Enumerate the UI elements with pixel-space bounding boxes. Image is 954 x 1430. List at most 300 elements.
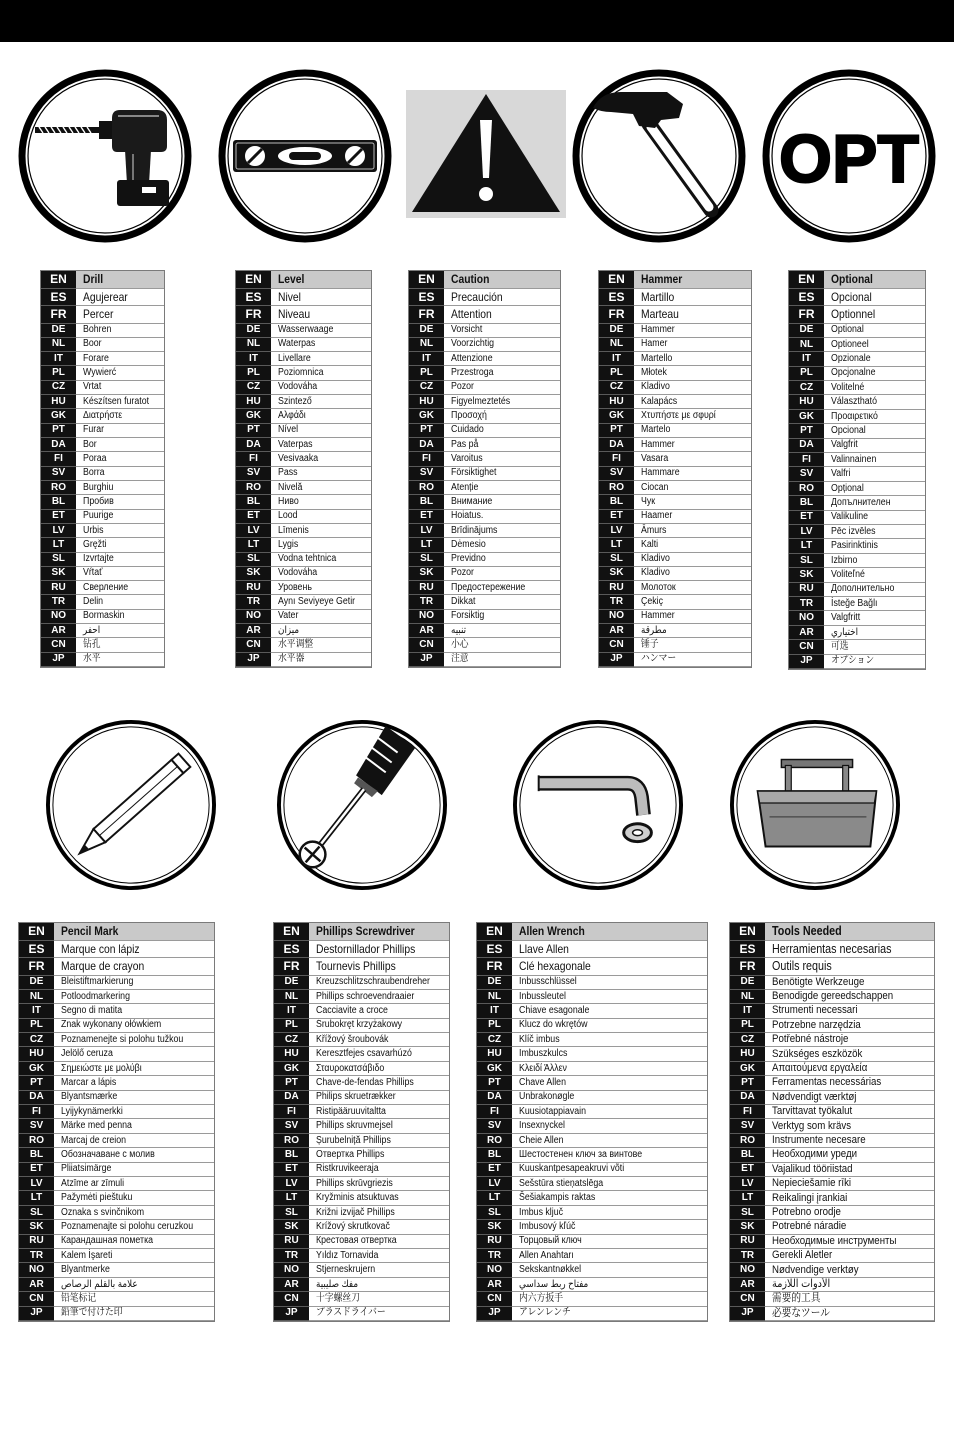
translation-cell xyxy=(824,554,925,568)
translation-text: Kladivo xyxy=(641,567,670,579)
translation-text: Vesivaaka xyxy=(278,452,319,464)
language-code-cell: RO xyxy=(236,481,271,495)
translation-cell xyxy=(54,958,214,976)
translation-text: Brīdinājums xyxy=(451,524,498,536)
translation-cell xyxy=(76,595,164,609)
translation-cell xyxy=(271,338,371,352)
translation-text: Дополнительно xyxy=(831,583,895,595)
translation-cell xyxy=(634,624,751,638)
language-code-cell: TR xyxy=(19,1249,54,1263)
language-code-cell: ES xyxy=(409,289,444,307)
language-code-cell: SV xyxy=(19,1119,54,1133)
translation-cell xyxy=(634,338,751,352)
translation-cell xyxy=(309,1206,449,1220)
translation-text: 小心 xyxy=(451,639,469,651)
language-code-cell: NO xyxy=(19,1263,54,1277)
translation-cell xyxy=(54,976,214,990)
language-code-cell: JP xyxy=(19,1307,54,1321)
translation-text: Precaución xyxy=(451,289,503,304)
language-code-cell: SL xyxy=(599,553,634,567)
language-code-cell: PT xyxy=(477,1076,512,1090)
language-code-cell: ES xyxy=(236,289,271,307)
translation-text: مطرقة xyxy=(641,624,667,636)
language-code-cell: ES xyxy=(599,289,634,307)
translation-cell xyxy=(271,306,371,324)
translation-cell xyxy=(54,1119,214,1133)
translation-cell xyxy=(512,1091,707,1105)
translation-cell xyxy=(765,1076,934,1090)
translation-cell xyxy=(444,567,560,581)
language-code-cell: PL xyxy=(19,1019,54,1033)
language-code-cell: LV xyxy=(730,1177,765,1191)
language-code-cell: ES xyxy=(789,289,824,307)
translation-text: Dikkat xyxy=(451,596,476,608)
translation-cell xyxy=(824,568,925,582)
language-code-cell: BL xyxy=(41,495,76,509)
translation-text: Phillips skrūvgriezis xyxy=(316,1177,393,1189)
translation-text: Tarvittavat työkalut xyxy=(772,1105,853,1118)
translation-text: ميزان xyxy=(278,624,300,636)
translation-cell xyxy=(512,1292,707,1306)
translation-cell xyxy=(444,409,560,423)
language-code-cell: TR xyxy=(477,1249,512,1263)
language-code-cell: SK xyxy=(236,567,271,581)
language-code-cell: PL xyxy=(599,366,634,380)
term-header-text: Pencil Mark xyxy=(61,924,119,939)
language-code-cell: PT xyxy=(599,424,634,438)
translation-cell xyxy=(824,583,925,597)
translation-text: Nepieciešamie rīki xyxy=(772,1177,852,1190)
language-code-cell: AR xyxy=(409,624,444,638)
language-code-cell: PT xyxy=(19,1076,54,1090)
translation-cell xyxy=(271,352,371,366)
translation-cell xyxy=(444,624,560,638)
language-code-cell: NL xyxy=(789,338,824,352)
translation-text: Śrubokręt krzyżakowy xyxy=(316,1019,403,1031)
language-code-cell: SV xyxy=(409,467,444,481)
translation-text: Молоток xyxy=(641,581,676,593)
language-code-cell: GK xyxy=(19,1062,54,1076)
language-code-cell: RO xyxy=(789,482,824,496)
language-code-cell: SK xyxy=(789,568,824,582)
translation-text: Niveau xyxy=(278,307,311,322)
translation-text: Znak wykonany ołówkiem xyxy=(61,1019,162,1031)
language-code-cell: GK xyxy=(41,409,76,423)
translation-cell xyxy=(634,538,751,552)
language-code-cell: SK xyxy=(730,1220,765,1234)
translation-cell xyxy=(76,438,164,452)
language-code-cell: EN xyxy=(730,923,765,941)
translation-cell xyxy=(765,1220,934,1234)
language-code-cell: NO xyxy=(274,1263,309,1277)
translation-text: Valinnainen xyxy=(831,453,877,465)
translation-cell xyxy=(765,1307,934,1321)
translation-cell xyxy=(444,324,560,338)
translation-text: オプション xyxy=(831,655,875,667)
language-code-cell: BL xyxy=(274,1148,309,1162)
language-code-cell: JP xyxy=(274,1307,309,1321)
term-header-cell xyxy=(824,271,925,289)
language-code-cell: PL xyxy=(730,1019,765,1033)
language-code-cell: NL xyxy=(477,990,512,1004)
translation-cell xyxy=(54,1307,214,1321)
language-code-cell: JP xyxy=(789,655,824,669)
language-code-cell: RO xyxy=(730,1134,765,1148)
translation-cell xyxy=(634,381,751,395)
language-code-cell: TR xyxy=(730,1249,765,1263)
language-code-cell: FR xyxy=(477,958,512,976)
translation-text: Kryžminis atsuktuvas xyxy=(316,1192,399,1204)
term-header-cell xyxy=(76,271,164,289)
optional-icon-label: OPT xyxy=(779,121,919,197)
translation-cell xyxy=(512,1105,707,1119)
translation-cell xyxy=(76,409,164,423)
translation-text: Jelölő ceruza xyxy=(61,1048,113,1060)
language-code-cell: AR xyxy=(730,1278,765,1292)
language-code-cell: EN xyxy=(409,271,444,289)
language-code-cell: LV xyxy=(477,1177,512,1191)
translation-text: Vorsicht xyxy=(451,324,483,336)
translation-cell xyxy=(309,1047,449,1061)
translation-text: Kuuskantpesapeakruvi võti xyxy=(519,1163,625,1175)
translation-text: Percer xyxy=(83,307,114,322)
translation-text: Allen Anahtarı xyxy=(519,1249,574,1261)
translation-text: Keresztfejes csavarhúzó xyxy=(316,1048,412,1060)
translation-cell xyxy=(634,595,751,609)
translation-text: Herramientas necesarias xyxy=(772,941,892,956)
translation-text: Attention xyxy=(451,307,492,322)
translation-text: Yıldız Tornavida xyxy=(316,1249,379,1261)
translation-cell xyxy=(512,1033,707,1047)
translation-cell xyxy=(444,338,560,352)
translation-text: Märke med penna xyxy=(61,1120,132,1132)
language-code-cell: RO xyxy=(19,1134,54,1148)
language-code-cell: GK xyxy=(236,409,271,423)
translation-text: Wywierć xyxy=(83,367,117,379)
translation-text: Križni izvijač Phillips xyxy=(316,1206,395,1218)
language-code-cell: CZ xyxy=(274,1033,309,1047)
translation-cell xyxy=(824,410,925,424)
translation-text: Młotek xyxy=(641,367,667,379)
language-code-cell: SV xyxy=(789,467,824,481)
language-code-cell: PL xyxy=(409,366,444,380)
translation-cell xyxy=(54,1033,214,1047)
language-code-cell: CN xyxy=(789,640,824,654)
translation-text: Hammer xyxy=(641,610,675,622)
level-table xyxy=(235,270,372,668)
language-code-cell: NO xyxy=(789,611,824,625)
translation-cell xyxy=(634,438,751,452)
translation-cell xyxy=(512,1047,707,1061)
translation-cell xyxy=(54,1047,214,1061)
translation-text: Κλειδί Άλλεν xyxy=(519,1062,567,1074)
translation-text: Potrebné náradie xyxy=(772,1220,847,1233)
translation-text: Gerekli Aletler xyxy=(772,1249,833,1262)
language-code-cell: GK xyxy=(599,409,634,423)
translation-cell xyxy=(634,395,751,409)
translation-cell xyxy=(765,958,934,976)
language-code-cell: SL xyxy=(730,1206,765,1220)
language-code-cell: ET xyxy=(409,510,444,524)
language-code-cell: IT xyxy=(236,352,271,366)
translation-cell xyxy=(271,510,371,524)
language-code-cell: ES xyxy=(274,941,309,959)
language-code-cell: CZ xyxy=(19,1033,54,1047)
translation-text: Απαιτούμενα εργαλεία xyxy=(772,1062,868,1075)
language-code-cell: RU xyxy=(730,1235,765,1249)
language-code-cell: EN xyxy=(274,923,309,941)
translation-cell xyxy=(824,289,925,307)
translation-text: Segno di matita xyxy=(61,1004,123,1016)
translation-cell xyxy=(309,1119,449,1133)
translation-text: Bor xyxy=(83,438,97,450)
translation-cell xyxy=(634,638,751,652)
language-code-cell: ET xyxy=(730,1163,765,1177)
translation-cell xyxy=(271,289,371,307)
language-code-cell: TR xyxy=(274,1249,309,1263)
translation-cell xyxy=(765,1292,934,1306)
language-code-cell: NO xyxy=(41,610,76,624)
language-code-cell: HU xyxy=(19,1047,54,1061)
term-header-cell xyxy=(309,923,449,941)
language-code-cell: CN xyxy=(274,1292,309,1306)
translation-text: Vaterpas xyxy=(278,438,313,450)
phillips-screwdriver-table xyxy=(273,922,450,1322)
translation-cell xyxy=(824,655,925,669)
drill-table xyxy=(40,270,165,668)
language-code-cell: SK xyxy=(599,567,634,581)
translation-cell xyxy=(512,1019,707,1033)
translation-text: Kuusiotappiavain xyxy=(519,1105,587,1117)
translation-cell xyxy=(824,367,925,381)
translation-text: Marcar a lápis xyxy=(61,1076,117,1088)
translation-cell xyxy=(271,467,371,481)
language-code-cell: SV xyxy=(236,467,271,481)
language-code-cell: LT xyxy=(789,539,824,553)
language-code-cell: NL xyxy=(236,338,271,352)
translation-text: Puurige xyxy=(83,510,114,522)
allen-wrench-table xyxy=(476,922,708,1322)
translation-cell xyxy=(309,1263,449,1277)
language-code-cell: PT xyxy=(236,424,271,438)
language-code-cell: DA xyxy=(236,438,271,452)
translation-text: Inbussleutel xyxy=(519,990,566,1002)
translation-text: Benodigde gereedschappen xyxy=(772,990,894,1003)
translation-cell xyxy=(634,289,751,307)
translation-text: Benötigte Werkzeuge xyxy=(772,975,865,988)
translation-text: Opcional xyxy=(831,424,866,436)
translation-text: Bleistiftmarkierung xyxy=(61,976,134,988)
translation-text: Aynı Seviyeye Getir xyxy=(278,596,356,608)
translation-text: Szükséges eszközök xyxy=(772,1047,863,1060)
translation-text: مفتاح ربط سداسي xyxy=(519,1278,589,1290)
translation-text: Προσοχή xyxy=(451,410,487,422)
translation-text: Ciocan xyxy=(641,481,669,493)
language-code-cell: FI xyxy=(41,452,76,466)
translation-cell xyxy=(271,438,371,452)
translation-cell xyxy=(634,324,751,338)
translation-text: Nødvendige verktøy xyxy=(772,1263,859,1276)
translation-cell xyxy=(271,495,371,509)
translation-text: Phillips skruvmejsel xyxy=(316,1120,393,1132)
language-code-cell: RO xyxy=(477,1134,512,1148)
translation-text: ハンマー xyxy=(641,653,677,665)
translation-cell xyxy=(271,424,371,438)
language-code-cell: BL xyxy=(730,1148,765,1162)
translation-cell xyxy=(444,438,560,452)
translation-text: Választható xyxy=(831,396,877,408)
translation-text: Valgfrit xyxy=(831,439,858,451)
language-code-cell: EN xyxy=(41,271,76,289)
top-black-bar xyxy=(0,0,954,42)
translation-text: Valfri xyxy=(831,468,851,480)
translation-cell xyxy=(76,467,164,481)
translation-cell xyxy=(309,1307,449,1321)
language-code-cell: TR xyxy=(599,595,634,609)
translation-cell xyxy=(824,597,925,611)
optional-icon xyxy=(761,68,937,244)
translation-cell xyxy=(309,1292,449,1306)
language-code-cell: HU xyxy=(409,395,444,409)
language-code-cell: LV xyxy=(599,524,634,538)
language-code-cell: IT xyxy=(477,1004,512,1018)
translation-cell xyxy=(271,610,371,624)
language-code-cell: AR xyxy=(789,626,824,640)
translation-text: Cuidado xyxy=(451,424,484,436)
translation-cell xyxy=(824,626,925,640)
translation-cell xyxy=(271,381,371,395)
language-code-cell: CN xyxy=(19,1292,54,1306)
translation-cell xyxy=(271,595,371,609)
translation-cell xyxy=(765,1119,934,1133)
language-code-cell: PT xyxy=(730,1076,765,1090)
translation-cell xyxy=(309,1076,449,1090)
translation-cell xyxy=(309,1191,449,1205)
translation-cell xyxy=(309,1033,449,1047)
language-code-cell: BL xyxy=(477,1148,512,1162)
translation-cell xyxy=(54,1004,214,1018)
translation-text: Atzīme ar zīmuli xyxy=(61,1177,125,1189)
translation-cell xyxy=(634,567,751,581)
translation-text: Cheie Allen xyxy=(519,1134,564,1146)
translation-cell xyxy=(824,338,925,352)
translation-text: Poznamenejte si polohu tužkou xyxy=(61,1033,184,1045)
translation-cell xyxy=(765,1235,934,1249)
language-code-cell: LV xyxy=(236,524,271,538)
language-code-cell: CN xyxy=(41,638,76,652)
translation-cell xyxy=(309,1177,449,1191)
translation-cell xyxy=(271,581,371,595)
language-code-cell: FR xyxy=(599,306,634,324)
language-code-cell: RU xyxy=(236,581,271,595)
translation-text: Optionnel xyxy=(831,307,876,322)
translation-cell xyxy=(76,481,164,495)
language-code-cell: AR xyxy=(41,624,76,638)
language-code-cell: AR xyxy=(236,624,271,638)
caution-table xyxy=(408,270,561,668)
translation-cell xyxy=(824,324,925,338)
translation-cell xyxy=(444,352,560,366)
translation-text: Kreuzschlitzschraubendreher xyxy=(316,976,430,988)
language-code-cell: DE xyxy=(41,324,76,338)
language-code-cell: LT xyxy=(409,538,444,552)
translation-text: Stjerneskrujern xyxy=(316,1264,376,1276)
language-code-cell: ES xyxy=(730,941,765,959)
translation-cell xyxy=(634,653,751,667)
optional-table xyxy=(788,270,926,670)
translation-text: Boor xyxy=(83,338,102,350)
term-header-text: Optional xyxy=(831,272,873,287)
drill-icon xyxy=(17,68,193,244)
language-code-cell: FI xyxy=(599,452,634,466)
language-code-cell: SK xyxy=(477,1220,512,1234)
language-code-cell: PT xyxy=(41,424,76,438)
translation-cell xyxy=(76,581,164,595)
translation-text: Sešstūra stieņatslēga xyxy=(519,1177,604,1189)
translation-text: تنبيه xyxy=(451,624,467,636)
translation-cell xyxy=(271,395,371,409)
translation-cell xyxy=(765,1105,934,1119)
translation-text: Martillo xyxy=(641,289,675,304)
language-code-cell: LV xyxy=(41,524,76,538)
translation-text: Chave-de-fendas Phillips xyxy=(316,1076,414,1088)
translation-cell xyxy=(309,1019,449,1033)
translation-text: Poziomnica xyxy=(278,367,324,379)
translation-text: Çekiç xyxy=(641,596,664,608)
translation-cell xyxy=(271,524,371,538)
language-code-cell: AR xyxy=(274,1278,309,1292)
translation-text: Pliiatsimärge xyxy=(61,1163,112,1175)
language-code-cell: JP xyxy=(730,1307,765,1321)
language-code-cell: ET xyxy=(274,1163,309,1177)
translation-cell xyxy=(309,1220,449,1234)
language-code-cell: JP xyxy=(599,653,634,667)
translation-cell xyxy=(54,1091,214,1105)
translation-cell xyxy=(309,1062,449,1076)
language-code-cell: RU xyxy=(19,1235,54,1249)
translation-text: Προαιρετικό xyxy=(831,410,878,422)
translation-cell xyxy=(824,424,925,438)
translation-text: Dėmesio xyxy=(451,538,486,550)
translation-cell xyxy=(512,990,707,1004)
translation-cell xyxy=(634,467,751,481)
translation-text: プラスドライバー xyxy=(316,1307,386,1319)
language-code-cell: PL xyxy=(236,366,271,380)
translation-text: Varoitus xyxy=(451,452,483,464)
language-code-cell: DA xyxy=(477,1091,512,1105)
language-code-cell: HU xyxy=(730,1047,765,1061)
translation-cell xyxy=(634,610,751,624)
translation-text: Vodováha xyxy=(278,567,318,579)
translation-text: Poraa xyxy=(83,452,107,464)
translation-text: Agujerear xyxy=(83,289,128,304)
language-code-cell: PL xyxy=(477,1019,512,1033)
translation-text: Strumenti necessari xyxy=(772,1004,858,1017)
translation-text: Карандашная пометка xyxy=(61,1235,154,1247)
translation-text: Valikuline xyxy=(831,511,869,523)
translation-cell xyxy=(309,1163,449,1177)
translation-text: Pozor xyxy=(451,567,474,579)
translation-cell xyxy=(444,495,560,509)
language-code-cell: AR xyxy=(19,1278,54,1292)
translation-text: Clé hexagonale xyxy=(519,959,591,974)
translation-text: Klucz do wkrętów xyxy=(519,1019,588,1031)
translation-cell xyxy=(824,306,925,324)
language-code-cell: PT xyxy=(789,424,824,438)
language-code-cell: JP xyxy=(409,653,444,667)
translation-cell xyxy=(765,1033,934,1047)
translation-cell xyxy=(309,1148,449,1162)
